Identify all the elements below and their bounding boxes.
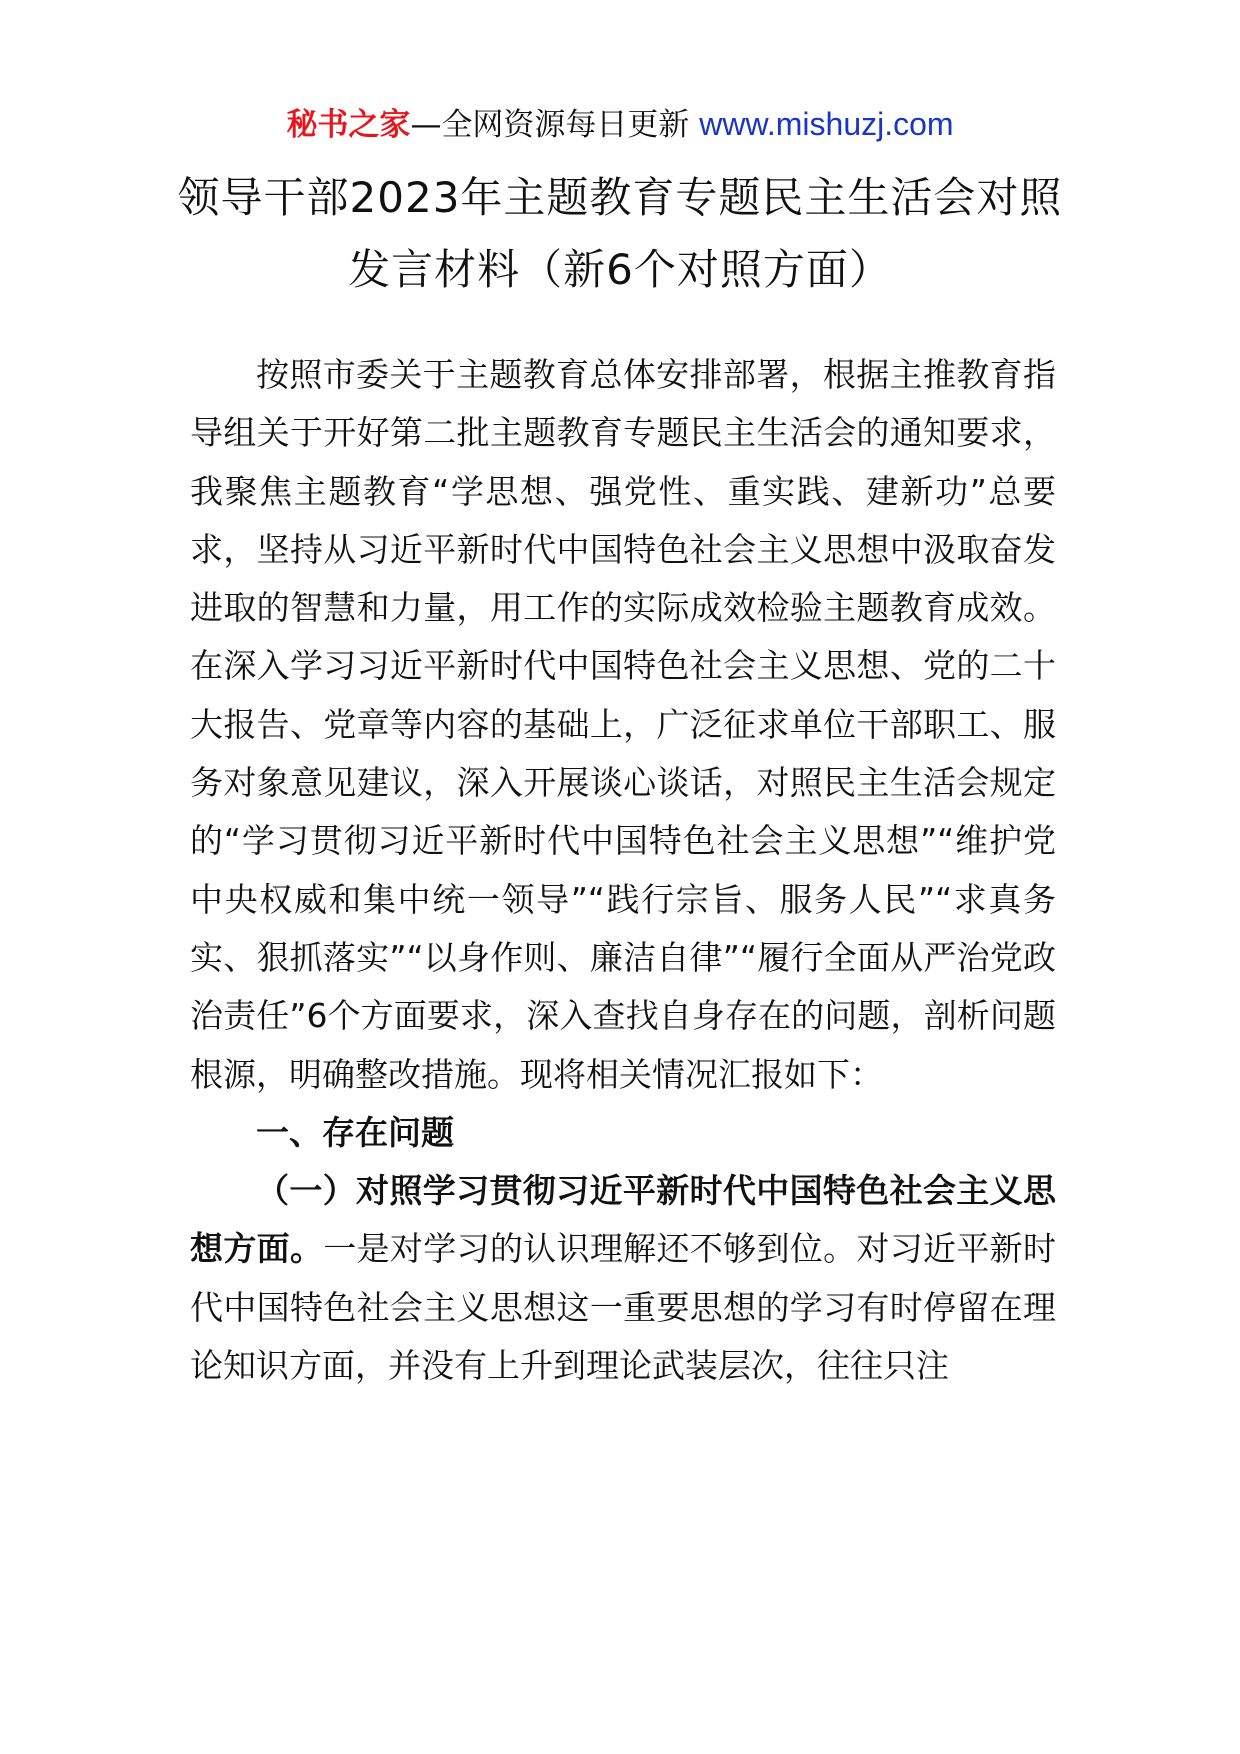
document-title: [150, 162, 1090, 306]
title-line-1: 领导干部2023年主题教育专题民主生活会对照: [177, 173, 1063, 222]
intro-paragraph: 按照市委关于主题教育总体安排部署，根据主推教育指导组关于开好第二批主题教育专题民主生活会的通知要求，我聚焦主题教育“学思想、强党性、重实践、建新功”总要求，坚持从习近平新时代中国特色社会主义思想中汲取奋发进取的智慧和力量，用工作的实际成效检验主题教育成效。在深入学习习近平新时代中国特色社会主义思想、党的二十大报告、党章等内容的基础上，广泛征求单位干部职工、服务对象意见建议，深入开展谈心谈话，对照民主生活会规定的“学习贯彻习近平新时代中国特色社会主义思想”“维护党中央权威和集中统一领导”“践行宗旨、服务人民”“求真务实、狠抓落实”“以身作则、廉洁自律”“履行全面从严治党政治责任”6个方面要求，深入查找自身存在的问题，剖析问题根源，明确整改措施。现将相关情况汇报如下：: [190, 355, 1056, 1094]
subsection-text-1: 一是对学习的认识理解还不够到位。对习近平新时代中国特色社会主义思想这一重要思想的学习有时停留在理论知识方面，并没有上升到理论武装层次，往往只注: [190, 1229, 1057, 1386]
subsection-heading-1: （一）对照学习贯彻习近平新时代中国特色社会主义思想方面。: [190, 1171, 1056, 1269]
watermark-banner: [0, 102, 1240, 147]
site-url-link[interactable]: www.mishuzj.com: [699, 106, 954, 142]
document-body: [190, 346, 1056, 1395]
section-heading-problems: 一、存在问题: [256, 1112, 454, 1152]
subsection-paragraph-1: [190, 1162, 1056, 1395]
brand-name: 秘书之家: [286, 107, 411, 143]
banner-tagline: —全网资源每日更新: [410, 107, 690, 143]
title-line-2: 发言材料（新6个对照方面）: [348, 245, 892, 294]
